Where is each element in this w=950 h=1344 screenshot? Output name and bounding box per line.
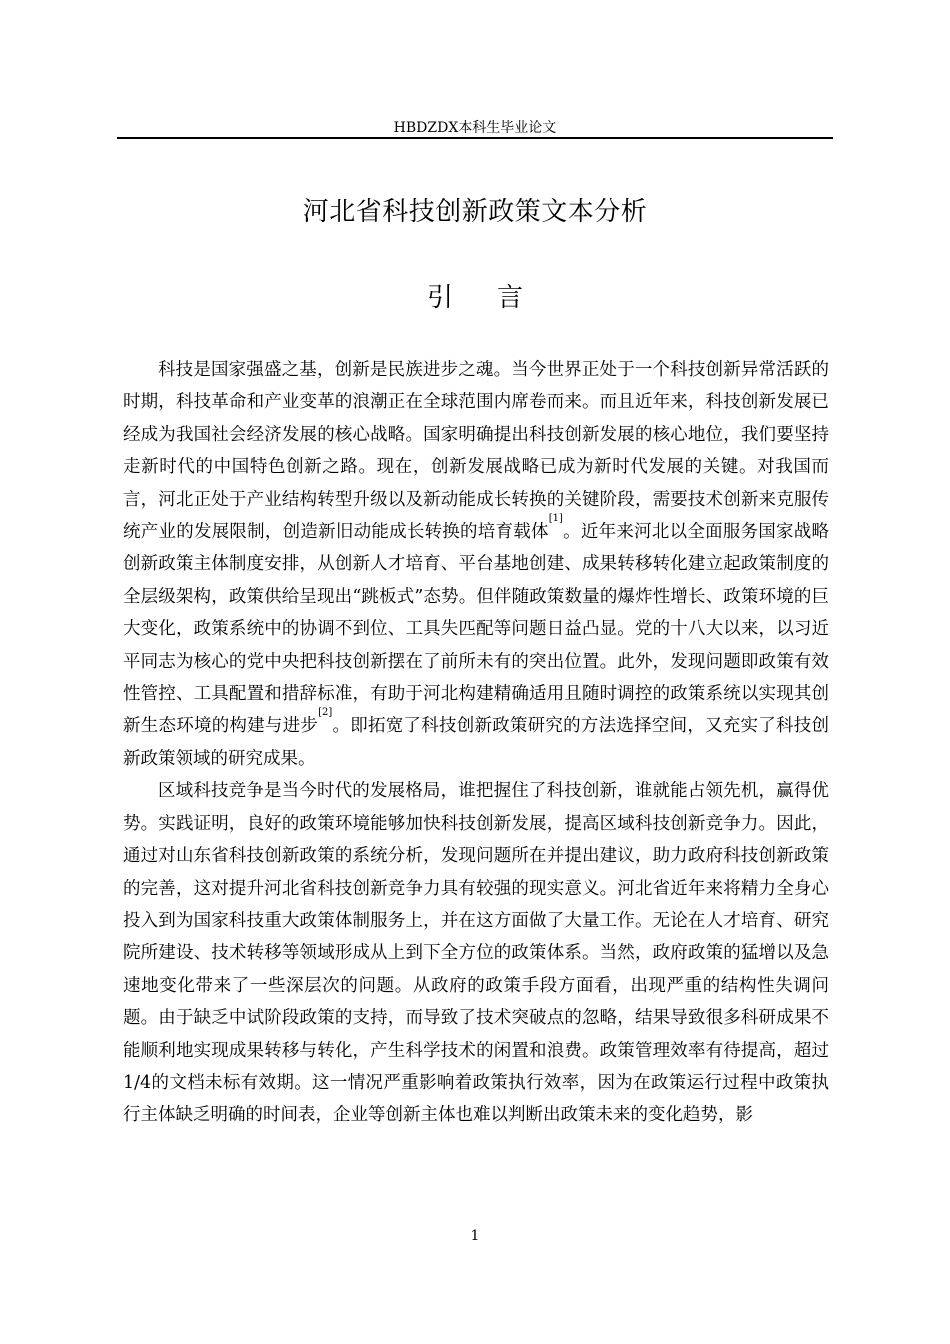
citation-2: [2] <box>318 707 333 719</box>
paragraph-1-part-1: 科技是国家强盛之基，创新是民族进步之魂。当今世界正处于一个科技创新异常活跃的时期，科技革命和产业变革的浪潮正在全球范围内席卷而来。而且近年来，科技创新发展已经成为我国社会经济发展的核心战略。国家明确提出科技创新发展的核心地位，我们要坚持走新时代的中国特色创新之路。现在，创新发展战略已成为新时代发展的关键。对我国而言，河北正处于产业结构转型升级以及新动能成长转换的关键阶段，需要技术创新来克服传统产业的发展限制，创造新旧动能成长转换的培育载体 <box>123 360 829 543</box>
running-header: HBDZDX本科生毕业论文 <box>393 120 557 136</box>
page-number: 1 <box>470 1228 480 1244</box>
paragraph-1 <box>123 354 829 775</box>
paragraph-2: 区域科技竞争是当今时代的发展格局，谁把握住了科技创新，谁就能占领先机，赢得优势。实践证明，良好的政策环境能够加快科技创新发展，提高区域科技创新竞争力。因此，通过对山东省科技创新政策的系统分析，发现问题所在并提出建议，助力政府科技创新政策的完善，这对提升河北省科技创新竞争力具有较强的现实意义。河北省近年来将精力全身心投入到为国家科技重大政策体制服务上，并在这方面做了大量工作。无论在人才培育、研究院所建设、技术转移等领域形成从上到下全方位的政策体系。当然，政府政策的猛增以及急速地变化带来了一些深层次的问题。从政府的政策手段方面看，出现严重的结构性失调问题。由于缺乏中试阶段政策的支持，而导致了技术突破点的忽略，结果导致很多科研成果不能顺利地实现成果转移与转化，产生科学技术的闲置和浪费。政策管理效率有待提高，超过1/4的文档未标有效期。这一情况严重影响着政策执行效率，因为在政策运行过程中政策执行主体缺乏明确的时间表，企业等创新主体也难以判断出政策未来的变化趋势，影 <box>123 781 829 1126</box>
paragraph-1-part-3: 。即拓宽了科技创新政策研究的方法选择空间，又充实了科技创新政策领域的研究成果。 <box>123 716 830 769</box>
section-heading <box>0 278 950 318</box>
header-rule <box>117 137 833 139</box>
paragraph-1-part-2: 。近年来河北以全面服务国家战略创新政策主体制度安排，从创新人才培育、平台基地创建、成果转移转化建立起政策制度的全层级架构，政策供给呈现出“跳板式”态势。但伴随政策数量的爆炸性增长、政策环境的巨大变化，政策系统中的协调不到位、工具失匹配等问题日益凸显。党的十八大以来，以习近平同志为核心的党中央把科技创新摆在了前所未有的突出位置。此外，发现问题即政策有效性管控、工具配置和措辞标准，有助于河北构建精确适用且随时调控的政策系统以实现其创新生态环境的构建与进步 <box>123 522 830 737</box>
body-text <box>123 354 829 1132</box>
citation-1: [1] <box>548 513 563 525</box>
section-heading-char-2: 言 <box>497 283 524 313</box>
section-heading-char-1: 引 <box>426 283 453 313</box>
paper-title: 河北省科技创新政策文本分析 <box>302 197 648 227</box>
